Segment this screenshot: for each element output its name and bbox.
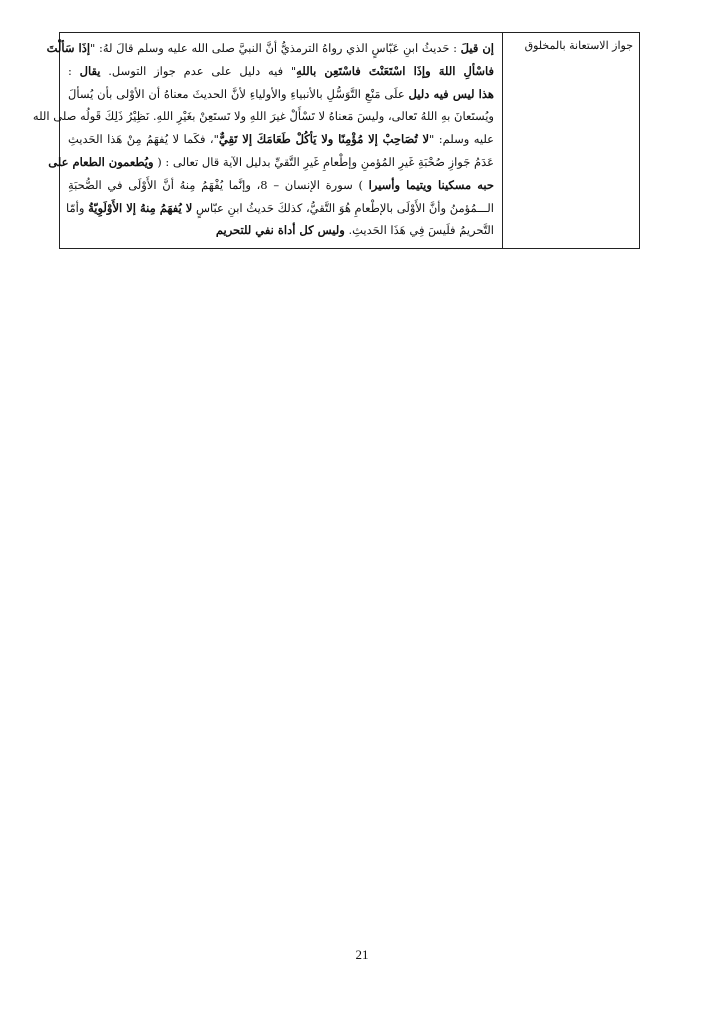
text-segment: : bbox=[68, 63, 80, 78]
text-line bbox=[68, 128, 494, 151]
text-segment: : حَديثُ ابنِ عَبّاسٍ الذي رواهُ الترمذيُّ أنَّ النبيَّ صلى الله عليه وسلم قالَ لهُ: " bbox=[90, 41, 461, 55]
page-number: 21 bbox=[355, 947, 369, 962]
text-line bbox=[68, 219, 494, 242]
text-line bbox=[68, 60, 494, 83]
topic-cell bbox=[503, 33, 640, 249]
bold-text-segment: إذَا سَألْتَ bbox=[46, 41, 91, 55]
topic-title: جواز الاستعانة بالمخلوق bbox=[524, 39, 633, 52]
text-segment: الـــمُؤمنُ وأنَّ الأَوْلَى بالإطْعامِ هُوَ التَّقيُّ، كذلكَ حَديثُ ابنِ عبّاسٍ bbox=[192, 200, 494, 215]
text-segment: علَى مَنْعِ التَّوَسُّلِ بالأنبياءِ والأولياءِ لأنَّ الحديثَ معناهُ أن الأوْلى بأن يُسألَ bbox=[68, 86, 409, 101]
text-segment: وأمّا bbox=[66, 200, 89, 215]
text-segment: ويُستَعانَ بهِ اللهُ تَعالى، وليسَ مَعناهُ لا تَسْأَلْ غيرَ اللهِ ولا تَستَعِنْ بغَيْرِ اللهِ. نَظِيْرُ ذَلِكَ قَولُه صلى الله bbox=[32, 109, 494, 124]
text-line bbox=[48, 151, 494, 174]
bold-text-segment: يقال bbox=[79, 63, 101, 78]
bold-text-segment: لا يُفهَمُ مِنهُ إلا الأَوْلَوِيّةُ bbox=[88, 200, 193, 215]
content-table bbox=[32, 32, 640, 249]
text-line bbox=[46, 37, 494, 60]
text-line bbox=[68, 197, 494, 220]
body-cell bbox=[32, 33, 503, 249]
bold-text-segment: فاسْألِ اللهَ وإذَا اسْتَعَنْتَ فاسْتَعِن باللهِ bbox=[296, 63, 495, 78]
text-segment: "، فكَما لا يُفهَمُ مِنْ هَذا الحَديثِ bbox=[68, 132, 219, 147]
bold-text-segment: هذا ليس فيه دليل bbox=[408, 86, 494, 101]
body-text bbox=[32, 37, 495, 242]
text-segment: " فيه دليل على عدم جواز التوسل. bbox=[100, 63, 297, 78]
bold-text-segment: حبه مسكينا ويتيما وأسيرا bbox=[368, 177, 494, 192]
text-line bbox=[32, 105, 494, 128]
text-line bbox=[68, 174, 494, 197]
bold-text-segment: وليس كل أداة نفي للتحريم bbox=[215, 223, 345, 238]
table-row bbox=[60, 33, 640, 249]
bold-text-segment: إن قيلَ bbox=[460, 41, 494, 55]
text-segment: عليه وسلم: " bbox=[429, 132, 494, 147]
bold-text-segment: ويُطعمون الطعام على bbox=[48, 154, 154, 169]
text-line bbox=[68, 83, 494, 106]
bold-text-segment: لا تُصَاحِبْ إلا مُؤْمِنًا ولا يَأكُلْ طَعَامَكَ إلا تَقِيٌّ bbox=[218, 132, 430, 147]
text-segment: التَّحريمُ فلَيسَ فِي هَذَا الحَديثِ. bbox=[344, 223, 494, 238]
text-segment: ) سورة الإنسان – 8، وإنَّما يُفْهَمُ مِنهُ أنَّ الأَوْلَى في الصُّحبَةِ bbox=[68, 177, 369, 192]
text-segment: عَدَمُ جَوازِ صُحْبَةِ غَيرِ المُؤمنِ وإطْعامِ غَيرِ التَّقيِّ بدليل الآية قال تعالى : ( bbox=[153, 154, 494, 169]
